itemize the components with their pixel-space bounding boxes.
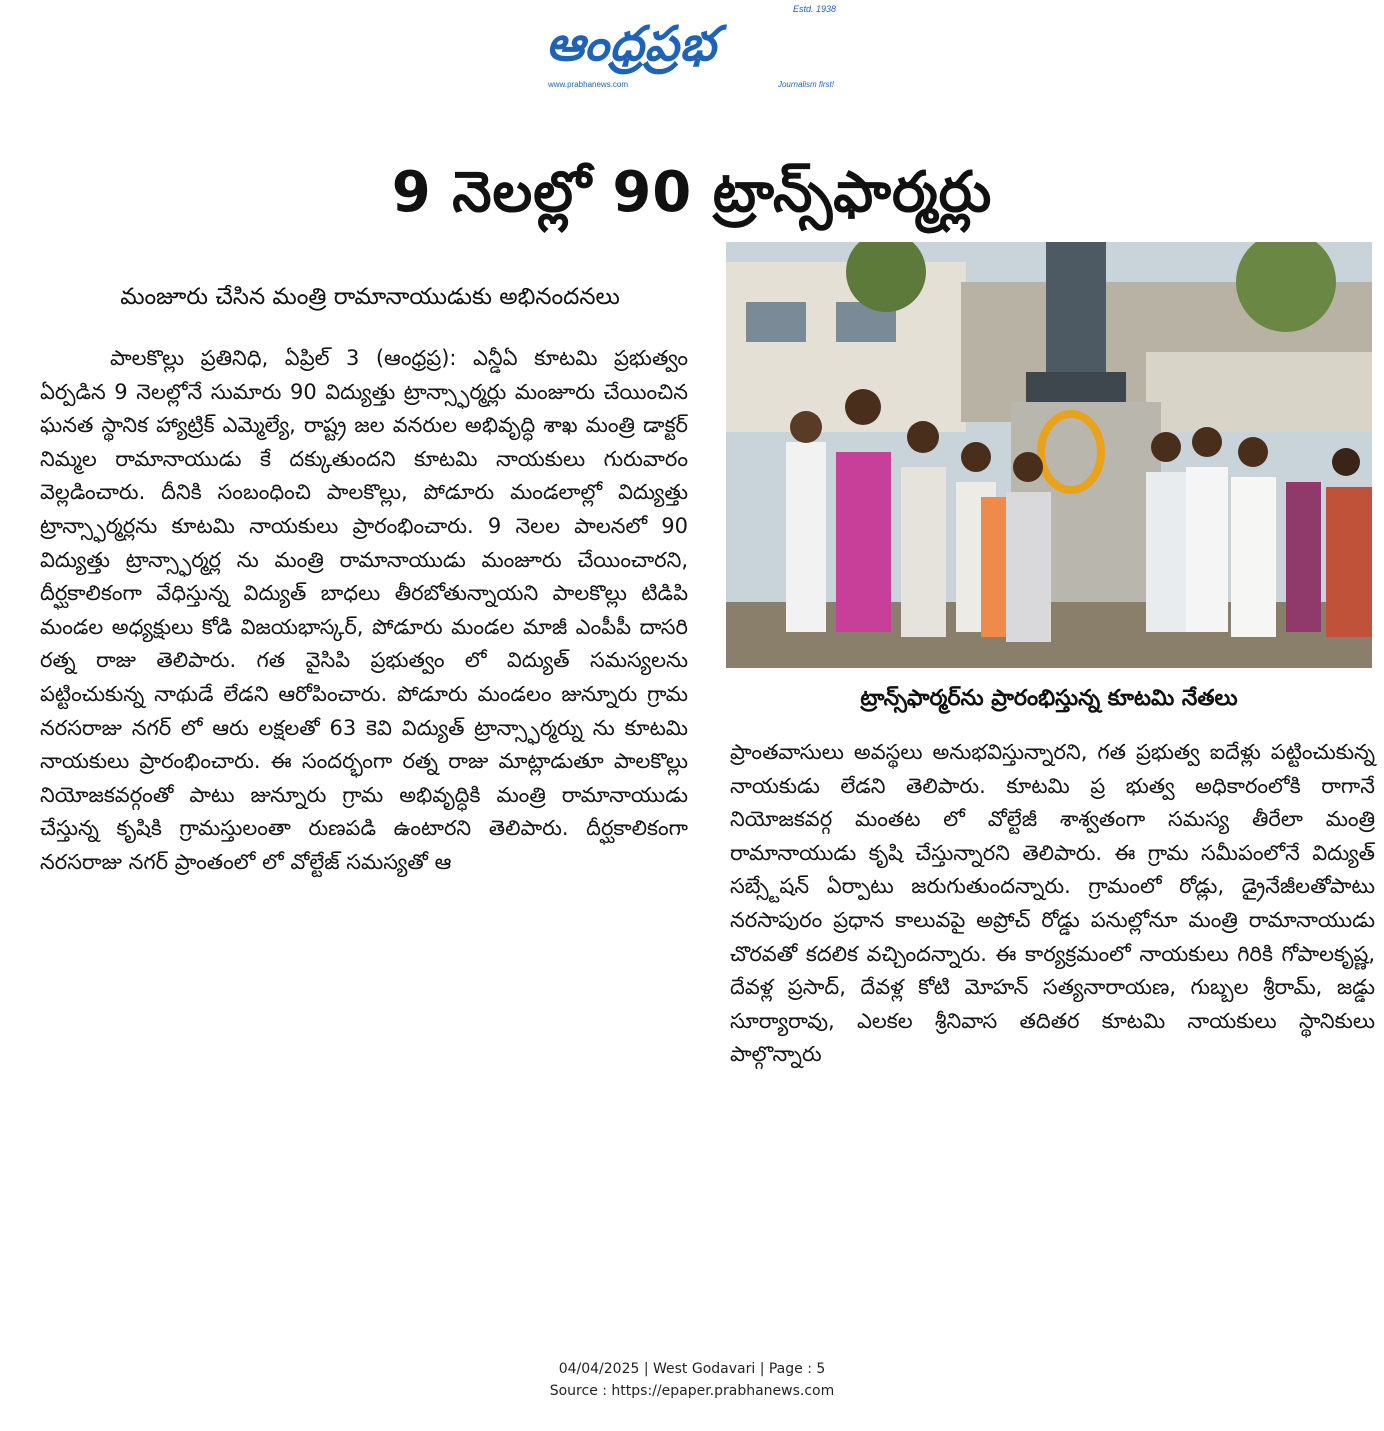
article-headline: 9 నెలల్లో 90 ట్రాన్స్‌ఫార్మర్లు [391,160,993,225]
page-footer [0,1358,1384,1402]
masthead-tagline: Journalism first! [777,80,834,89]
article-body-right [730,736,1375,1072]
footer-date-line: 04/04/2025 | West Godavari | Page : 5 [558,1361,826,1377]
article-photo [726,242,1372,668]
photo-illustration [726,242,1372,668]
masthead [540,4,844,90]
article-subheadline: మంజూరు చేసిన మంత్రి రామానాయుడుకు అభినందనలు [120,284,620,310]
article-body-left [40,342,688,880]
footer-source-line: Source : https://epaper.prabhanews.com [549,1383,835,1399]
masthead-estd: Estd. 1938 [792,4,836,14]
photo-caption: ట్రాన్స్‌ఫార్మర్‌ను ప్రారంభిస్తున్న కూటమి నేతలు [860,686,1238,711]
masthead-url: www.prabhanews.com [548,80,629,89]
right-column-text: ప్రాంతవాసులు అవస్థలు అనుభవిస్తున్నారని, గత ప్రభుత్వ ఐదేళ్లు పట్టించుకున్న నాయకుడు లేడని తెలిపారు. కూటమి ప్ర భుత్వ అధికారంలోకి రాగానే నియోజకవర్గ మంతట లో వోల్టేజీ శాశ్వతంగా సమస్య తీరేలా మంత్రి రామానాయుడు కృషి చేస్తున్నారని తెలిపారు. ఈ గ్రామ సమీపంలోనే విద్యుత్ సబ్స్టేషన్ ఏర్పాటు జరుగుతుందన్నారు. గ్రామంలో రోడ్లు, డ్రైనేజీలతోపాటు నరసాపురం ప్రధాన కాలువపై అప్రోచ్ రోడ్డు పనుల్లోనూ మంత్రి రామానాయుడు చొరవతో కదలిక వచ్చిందన్నారు. ఈ కార్యక్రమంలో నాయకులు గిరికి గోపాలకృష్ణ, దేవళ్ల ప్రసాద్, దేవళ్ల కోటి మోహన్ సత్యనారాయణ, గుబ్బల శ్రీరామ్, జడ్డు సూర్యారావు, ఎలకల శ్రీనివాస తదితర కూటమి నాయకులు స్థానికులు పాల్గొన్నారు [730,740,1375,1067]
newspaper-logo: ఆంధ్రప్రభ [546,16,717,72]
left-column-text: పాలకొల్లు ప్రతినిధి, ఏప్రిల్ 3 (ఆంధ్రప్ర): ఎన్డీఏ కూటమి ప్రభుత్వం ఏర్పడిన 9 నెలల్లోనే సుమారు 90 విద్యుత్తు ట్రాన్స్ఫార్మర్లు మంజూరు చేయించిన ఘనత స్థానిక హ్యాట్రిక్ ఎమ్మెల్యే, రాష్ట్ర జల వనరుల అభివృద్ధి శాఖ మంత్రి డాక్టర్ నిమ్మల రామానాయుడు కే దక్కుతుందని కూటమి నాయకులు గురువారం వెల్లడించారు. దీనికి సంబంధించి పాలకొల్లు, పోడూరు మండలాల్లో విద్యుత్తు ట్రాన్స్ఫార్మర్లను కూటమి నాయకులు ప్రారంభించారు. 9 నెలల పాలనలో 90 విద్యుత్తు ట్రాన్స్ఫార్మర్ల ను మంత్రి రామానాయుడు మంజూరు చేయించారని, దీర్ఘకాలికంగా వేధిస్తున్న విద్యుత్ బాధలు తీరబోతున్నాయని పాలకొల్లు టిడిపి మండల అధ్యక్షులు కోడి విజయభాస్కర్, పోడూరు మండల మాజీ ఎంపీపీ దాసరి రత్న రాజు తెలిపారు. గత వైసిపి ప్రభుత్వం లో విద్యుత్ సమస్యలను పట్టించుకున్న నాథుడే లేడని ఆరోపించారు. పోడూరు మండలం జున్నూరు గ్రామ నరసరాజు నగర్ లో ఆరు లక్షలతో 63 కెవి విద్యుత్ ట్రాన్స్ఫార్మర్ను ను కూటమి నాయకులు ప్రారంభించారు. ఈ సందర్భంగా రత్న రాజు మాట్లాడుతూ పాలకొల్లు నియోజకవర్గంతో పాటు జున్నూరు గ్రామ అభివృద్ధికి మంత్రి రామానాయుడు చేస్తున్న కృషికి గ్రామస్తులంతా రుణపడి ఉంటారని తెలిపారు. దీర్ఘకాలికంగా నరసరాజు నగర్ ప్రాంతంలో లో వోల్టేజ్ సమస్యతో ఆ [40,346,688,874]
